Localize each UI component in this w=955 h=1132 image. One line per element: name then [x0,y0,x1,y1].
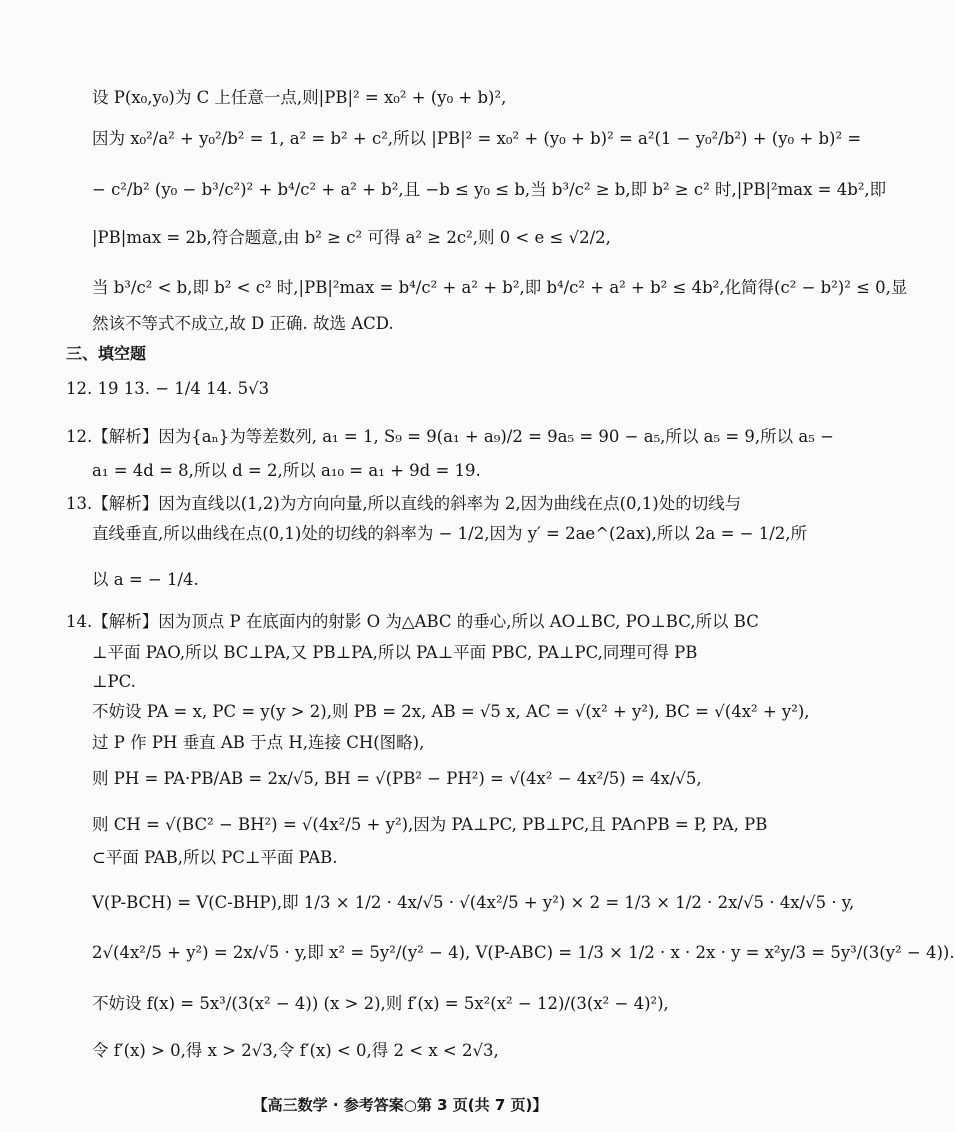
solution-12-line: 12.【解析】因为{aₙ}为等差数列, a₁ = 1, S₉ = 9(a₁ + a₉)/2 = 9a₅ = 90 − a₅,所以 a₅ = 9,所以 a₅ − [66,427,834,446]
text-line: 2√(4x²/5 + y²) = 2x/√5 · y,即 x² = 5y²/(y² − 4), V(P-ABC) = 1/3 × 1/2 · x · 2x · y = x²y/3 = 5y³/(3(y² − 4)). [92,943,955,962]
text-line: 然该不等式不成立,故 D 正确. 故选 ACD. [92,314,394,333]
text-line: 过 P 作 PH 垂直 AB 于点 H,连接 CH(图略), [92,733,425,752]
text-line: 以 a = − 1/4. [92,570,199,589]
text-line: 则 CH = √(BC² − BH²) = √(4x²/5 + y²),因为 PA⊥PC, PB⊥PC,且 PA∩PB = P, PA, PB [92,815,768,834]
text-line: 当 b³/c² < b,即 b² < c² 时,|PB|²max = b⁴/c² + a² + b²,即 b⁴/c² + a² + b² ≤ 4b²,化简得(c² − b²)² ≤ 0,显 [92,278,908,297]
text-line: ⊥PC. [92,672,136,691]
text-line: 设 P(x₀,y₀)为 C 上任意一点,则|PB|² = x₀² + (y₀ + b)², [92,88,507,107]
text-line: a₁ = 4d = 8,所以 d = 2,所以 a₁₀ = a₁ + 9d = 19. [92,461,481,480]
text-line: ⊥平面 PAO,所以 BC⊥PA,又 PB⊥PA,所以 PA⊥平面 PBC, PA⊥PC,同理可得 PB [92,643,698,662]
solution-13-line: 13.【解析】因为直线以(1,2)为方向向量,所以直线的斜率为 2,因为曲线在点(0,1)处的切线与 [66,494,742,513]
page-footer: 【高三数学 · 参考答案○第 3 页(共 7 页)】 [252,1096,548,1114]
text-line: |PB|max = 2b,符合题意,由 b² ≥ c² 可得 a² ≥ 2c²,则 0 < e ≤ √2/2, [92,228,611,247]
text-line: 则 PH = PA·PB/AB = 2x/√5, BH = √(PB² − PH²) = √(4x² − 4x²/5) = 4x/√5, [92,769,702,788]
text-line: V(P-BCH) = V(C-BHP),即 1/3 × 1/2 · 4x/√5 · √(4x²/5 + y²) × 2 = 1/3 × 1/2 · 2x/√5 · 4x/√5 · y, [92,893,855,912]
text-line: 令 f′(x) > 0,得 x > 2√3,令 f′(x) < 0,得 2 < x < 2√3, [92,1041,499,1060]
section-heading: 三、填空题 [66,344,147,363]
answer-key-line: 12. 19 13. − 1/4 14. 5√3 [66,379,270,398]
text-line: − c²/b² (y₀ − b³/c²)² + b⁴/c² + a² + b²,且 −b ≤ y₀ ≤ b,当 b³/c² ≥ b,即 b² ≥ c² 时,|PB|²max = 4b²,即 [92,180,887,199]
solution-14-line: 14.【解析】因为顶点 P 在底面内的射影 O 为△ABC 的垂心,所以 AO⊥BC, PO⊥BC,所以 BC [66,612,759,631]
text-line: 直线垂直,所以曲线在点(0,1)处的切线的斜率为 − 1/2,因为 y′ = 2ae^(2ax),所以 2a = − 1/2,所 [92,524,808,543]
text-line: 不妨设 f(x) = 5x³/(3(x² − 4)) (x > 2),则 f′(x) = 5x²(x² − 12)/(3(x² − 4)²), [92,994,669,1013]
text-line: 不妨设 PA = x, PC = y(y > 2),则 PB = 2x, AB = √5 x, AC = √(x² + y²), BC = √(4x² + y²), [92,702,810,721]
text-line: ⊂平面 PAB,所以 PC⊥平面 PAB. [92,848,338,867]
text-line: 因为 x₀²/a² + y₀²/b² = 1, a² = b² + c²,所以 |PB|² = x₀² + (y₀ + b)² = a²(1 − y₀²/b²) + (y₀ + b)² = [92,129,862,148]
